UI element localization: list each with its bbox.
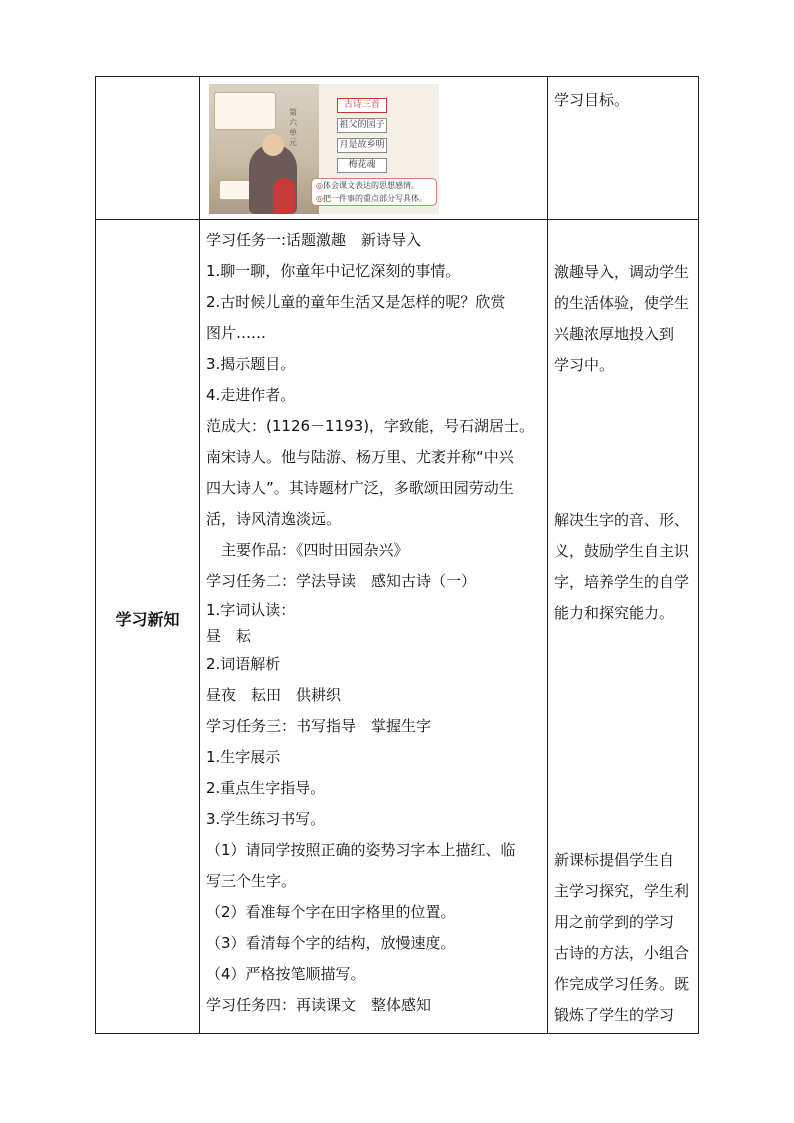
note-line: 作完成学习任务。既 bbox=[554, 975, 690, 993]
note-line: 新课标提倡学生自 bbox=[554, 851, 675, 869]
note-line: 字，培养学生的自学 bbox=[554, 573, 690, 591]
note-block-2 bbox=[554, 505, 694, 629]
lesson-tag-1: 古诗三首 bbox=[337, 98, 387, 113]
unit-cover-image bbox=[209, 84, 439, 214]
content-line: （3）看清每个字的结构，放慢速度。 bbox=[206, 934, 456, 952]
content-line: 学习任务三：书写指导 掌握生字 bbox=[206, 717, 432, 735]
lesson-tag-3: 月是故乡明 bbox=[337, 138, 387, 153]
content-line: 范成大：(1126－1193)，字致能，号石湖居士。 bbox=[206, 417, 535, 435]
illustration-text-card bbox=[214, 92, 276, 130]
content-line: （2）看准每个字在田字格里的位置。 bbox=[206, 903, 456, 921]
section-label: 学习新知 bbox=[115, 610, 180, 629]
unit-goals-box bbox=[311, 178, 437, 206]
lesson-tag-2: 祖父的园子 bbox=[337, 118, 387, 133]
goal-2: 把一件事的重点部分写具体。 bbox=[322, 194, 427, 203]
top-note: 学习目标。 bbox=[554, 91, 630, 109]
unit-label: 第六单元 bbox=[289, 108, 297, 147]
goal-bullet-icon: ◎ bbox=[316, 194, 323, 203]
content-line: （4）严格按笔顺描写。 bbox=[206, 965, 366, 983]
goal-1: 体会课文表达的思想感情。 bbox=[322, 181, 419, 190]
note-line: 能力和探究能力。 bbox=[554, 604, 675, 622]
content-line: 1.字词认读： bbox=[206, 601, 296, 619]
content-line: 4.走进作者。 bbox=[206, 386, 296, 404]
note-line: 解决生字的音、形、 bbox=[554, 511, 690, 529]
content-line: 2.词语解析 bbox=[206, 655, 281, 673]
note-line: 义，鼓励学生自主识 bbox=[554, 542, 690, 560]
note-line: 主学习探究，学生利 bbox=[554, 882, 690, 900]
content-line: 3.学生练习书写。 bbox=[206, 810, 326, 828]
content-line: 3.揭示题目。 bbox=[206, 355, 296, 373]
note-line: 兴趣浓厚地投入到 bbox=[554, 325, 675, 343]
content-line: 主要作品：《四时田园杂兴》 bbox=[206, 541, 409, 559]
lesson-tag-4: 梅花魂 bbox=[337, 158, 387, 173]
child-figure bbox=[273, 178, 295, 214]
content-line: 1.聊一聊，你童年中记忆深刻的事情。 bbox=[206, 262, 461, 280]
note-line: 激趣导入，调动学生 bbox=[554, 263, 690, 281]
content-line: 学习任务一:话题激趣 新诗导入 bbox=[206, 231, 422, 249]
note-line: 锻炼了学生的学习 bbox=[554, 1006, 675, 1024]
content-line: 2.重点生字指导。 bbox=[206, 779, 326, 797]
column-divider-1 bbox=[199, 77, 200, 1033]
content-line: 四大诗人”。其诗题材广泛，多歌颂田园劳动生 bbox=[206, 479, 514, 497]
grandfather-head bbox=[262, 134, 284, 156]
content-line: 昼 耘 bbox=[206, 627, 252, 645]
note-block-3 bbox=[554, 845, 694, 1031]
note-line: 学习中。 bbox=[554, 356, 615, 374]
content-line: 学习任务四：再读课文 整体感知 bbox=[206, 996, 432, 1014]
content-line: 南宋诗人。他与陆游、杨万里、尤袤并称“中兴 bbox=[206, 448, 514, 466]
content-line: 图片…… bbox=[206, 324, 267, 342]
content-line: 学习任务二：学法导读 感知古诗（一） bbox=[206, 572, 477, 590]
note-block-1 bbox=[554, 257, 694, 381]
content-line: 昼夜 耘田 供耕织 bbox=[206, 686, 342, 704]
content-line: （1）请同学按照正确的姿势习字本上描红、临 bbox=[206, 841, 516, 859]
note-line: 古诗的方法，小组合 bbox=[554, 944, 690, 962]
content-line: 写三个生字。 bbox=[206, 872, 297, 890]
note-line: 用之前学到的学习 bbox=[554, 913, 675, 931]
note-line: 的生活体验，使学生 bbox=[554, 294, 690, 312]
content-line: 活，诗风清逸淡远。 bbox=[206, 510, 342, 528]
row-divider bbox=[96, 219, 698, 220]
content-line: 1.生字展示 bbox=[206, 748, 281, 766]
lesson-content bbox=[206, 225, 548, 1021]
goal-bullet-icon: ◎ bbox=[316, 181, 323, 190]
lesson-table bbox=[95, 76, 699, 1034]
content-line: 2.古时候儿童的童年生活又是怎样的呢？欣赏 bbox=[206, 293, 506, 311]
